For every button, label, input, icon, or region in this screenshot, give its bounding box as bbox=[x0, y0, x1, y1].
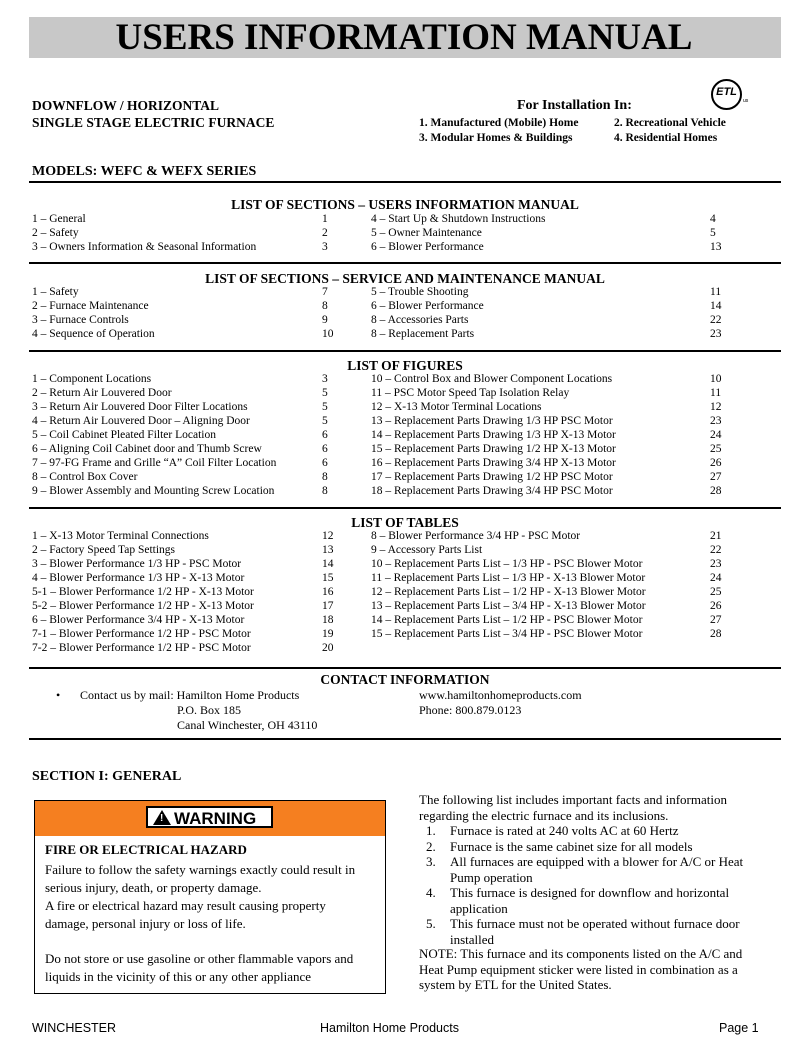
toc-entry-page: 24 bbox=[710, 572, 722, 584]
footer-center: Hamilton Home Products bbox=[320, 1021, 459, 1035]
toc-entry-page: 28 bbox=[710, 628, 722, 640]
toc-entry-label: 8 – Blower Performance 3/4 HP - PSC Motor bbox=[371, 530, 581, 542]
toc-entry-page: 18 bbox=[322, 614, 334, 626]
toc-entry-page: 6 bbox=[322, 443, 328, 455]
fact-number: 3. bbox=[426, 854, 436, 869]
warning-text: serious injury, death, or property damage. bbox=[45, 880, 262, 895]
toc-entry-page: 22 bbox=[710, 314, 722, 326]
note-text: system by ETL for the United States. bbox=[419, 977, 612, 992]
toc-entry-label: 4 – Return Air Louvered Door – Aligning Door bbox=[32, 415, 250, 427]
toc-entry-page: 15 bbox=[322, 572, 334, 584]
toc-entry-label: 10 – Replacement Parts List – 1/3 HP - PSC Blower Motor bbox=[371, 558, 643, 570]
toc-entry-page: 23 bbox=[710, 415, 722, 427]
toc-entry-page: 8 bbox=[322, 485, 328, 497]
toc-entry-page: 12 bbox=[322, 530, 334, 542]
toc-entry-label: 12 – X-13 Motor Terminal Locations bbox=[371, 401, 542, 413]
fact-text: Furnace is the same cabinet size for all models bbox=[450, 838, 693, 854]
toc-entry-label: 6 – Blower Performance bbox=[371, 300, 484, 312]
toc-entry-page: 11 bbox=[710, 387, 722, 399]
toc-entry-label: 9 – Accessory Parts List bbox=[371, 544, 483, 556]
toc-entry-label: 11 – PSC Motor Speed Tap Isolation Relay bbox=[371, 387, 570, 399]
toc-entry-page: 14 bbox=[322, 558, 334, 570]
toc-entry-label: 5-1 – Blower Performance 1/2 HP - X-13 Motor bbox=[32, 586, 254, 598]
note-text: Heat Pump equipment sticker were listed in combination as a bbox=[419, 962, 738, 977]
toc-entry-page: 5 bbox=[322, 415, 328, 427]
toc-entry-label: 10 – Control Box and Blower Component Locations bbox=[371, 373, 613, 385]
toc-entry-label: 7 – 97-FG Frame and Grille “A” Coil Filter Location bbox=[32, 457, 277, 469]
warning-label-text: WARNING bbox=[174, 809, 257, 828]
installation-heading: For Installation In: bbox=[517, 98, 632, 113]
toc-entry-page: 23 bbox=[710, 558, 722, 570]
toc-entry-page: 14 bbox=[710, 300, 722, 312]
toc-entry-label: 11 – Replacement Parts List – 1/3 HP - X-13 Blower Motor bbox=[371, 572, 646, 584]
exclamation-icon: ! bbox=[160, 813, 164, 824]
fact-number: 2. bbox=[426, 838, 436, 854]
toc-entry-page: 1 bbox=[322, 213, 328, 225]
installation-item: 2. Recreational Vehicle bbox=[614, 117, 726, 129]
warning-text: Do not store or use gasoline or other flammable vapors and bbox=[45, 951, 354, 966]
toc-entry-label: 17 – Replacement Parts Drawing 1/2 HP PSC Motor bbox=[371, 471, 613, 483]
toc-entry-page: 27 bbox=[710, 614, 722, 626]
toc-entry-label: 13 – Replacement Parts List – 3/4 HP - X-13 Blower Motor bbox=[371, 600, 646, 612]
figures-heading: LIST OF FIGURES bbox=[347, 358, 463, 373]
toc-entry-page: 26 bbox=[710, 457, 722, 469]
fact-number: 5. bbox=[426, 916, 436, 931]
section-divider bbox=[29, 262, 781, 264]
toc-entry-label: 13 – Replacement Parts Drawing 1/3 HP PSC Motor bbox=[371, 415, 613, 427]
section-divider bbox=[29, 738, 781, 740]
service-sections-heading: LIST OF SECTIONS – SERVICE AND MAINTENANCE MANUAL bbox=[205, 271, 605, 286]
warning-text: A fire or electrical hazard may result causing property bbox=[45, 898, 326, 913]
toc-entry-page: 4 bbox=[710, 213, 716, 225]
toc-entry-page: 23 bbox=[710, 328, 722, 340]
toc-entry-page: 10 bbox=[322, 328, 334, 340]
toc-entry-page: 13 bbox=[322, 544, 334, 556]
toc-entry-label: 8 – Control Box Cover bbox=[32, 471, 138, 483]
toc-entry-label: 3 – Blower Performance 1/3 HP - PSC Motor bbox=[32, 558, 242, 570]
toc-entry-page: 12 bbox=[710, 401, 722, 413]
note-text: NOTE: This furnace and its components listed on the A/C and bbox=[419, 946, 743, 961]
toc-entry-page: 8 bbox=[322, 300, 328, 312]
section-divider bbox=[29, 350, 781, 352]
toc-entry-label: 1 – X-13 Motor Terminal Connections bbox=[32, 530, 209, 542]
toc-entry-label: 3 – Furnace Controls bbox=[32, 314, 129, 326]
toc-entry-page: 7 bbox=[322, 286, 328, 298]
intro-text: The following list includes important facts and information bbox=[419, 792, 727, 807]
toc-entry-page: 28 bbox=[710, 485, 722, 497]
toc-entry-label: 9 – Blower Assembly and Mounting Screw Location bbox=[32, 485, 275, 497]
installation-item: 4. Residential Homes bbox=[614, 132, 718, 144]
toc-entry-label: 6 – Blower Performance 3/4 HP - X-13 Motor bbox=[32, 614, 245, 626]
toc-entry-page: 21 bbox=[710, 530, 722, 542]
toc-entry-page: 25 bbox=[710, 443, 722, 455]
toc-entry-label: 2 – Return Air Louvered Door bbox=[32, 387, 172, 399]
tables-heading: LIST OF TABLES bbox=[351, 515, 459, 530]
toc-entry-label: 18 – Replacement Parts Drawing 3/4 HP PSC Motor bbox=[371, 485, 613, 497]
installation-item: 3. Modular Homes & Buildings bbox=[419, 132, 573, 144]
etl-logo-mark: ETL bbox=[716, 86, 737, 98]
toc-entry-label: 16 – Replacement Parts Drawing 3/4 HP X-13 Motor bbox=[371, 457, 616, 469]
fact-text: installed bbox=[450, 931, 495, 947]
toc-entry-page: 10 bbox=[710, 373, 722, 385]
section-divider bbox=[29, 667, 781, 669]
installation-item: 1. Manufactured (Mobile) Home bbox=[419, 117, 579, 129]
toc-entry-page: 22 bbox=[710, 544, 722, 556]
toc-entry-label: 2 – Safety bbox=[32, 227, 79, 239]
footer-left: WINCHESTER bbox=[32, 1021, 117, 1035]
fact-text: application bbox=[450, 900, 508, 916]
toc-entry-page: 5 bbox=[322, 401, 328, 413]
toc-entry-label: 1 – Component Locations bbox=[32, 373, 152, 385]
hazard-title: FIRE OR ELECTRICAL HAZARD bbox=[45, 842, 247, 857]
product-line-2: SINGLE STAGE ELECTRIC FURNACE bbox=[32, 115, 275, 130]
toc-entry-page: 26 bbox=[710, 600, 722, 612]
toc-entry-page: 19 bbox=[322, 628, 334, 640]
warning-text: damage, personal injury or loss of life. bbox=[45, 916, 246, 931]
fact-text: This furnace must not be operated without furnace door bbox=[450, 916, 740, 931]
toc-entry-page: 9 bbox=[322, 314, 328, 326]
models-heading: MODELS: WEFC & WEFX SERIES bbox=[32, 164, 257, 179]
fact-number: 1. bbox=[426, 823, 436, 838]
toc-entry-page: 11 bbox=[710, 286, 722, 298]
toc-entry-label: 3 – Return Air Louvered Door Filter Locations bbox=[32, 401, 248, 413]
toc-entry-label: 5 – Trouble Shooting bbox=[371, 286, 469, 298]
toc-entry-label: 4 – Blower Performance 1/3 HP - X-13 Motor bbox=[32, 572, 245, 584]
section-divider bbox=[29, 507, 781, 509]
fact-text: Furnace is rated at 240 volts AC at 60 Hertz bbox=[450, 823, 679, 838]
warning-text: liquids in the vicinity of this or any other appliance bbox=[45, 969, 312, 984]
contact-website[interactable]: www.hamiltonhomeproducts.com bbox=[419, 688, 582, 702]
section-heading: SECTION I: GENERAL bbox=[32, 769, 182, 784]
toc-entry-page: 16 bbox=[322, 586, 334, 598]
fact-text: This furnace is designed for downflow and horizontal bbox=[450, 885, 730, 900]
toc-entry-page: 20 bbox=[322, 642, 334, 654]
etl-logo-suffix: us bbox=[743, 98, 749, 104]
contact-heading: CONTACT INFORMATION bbox=[320, 672, 490, 687]
intro-text: regarding the electric furnace and its inclusions. bbox=[419, 808, 669, 823]
toc-entry-page: 3 bbox=[322, 241, 328, 253]
toc-entry-page: 24 bbox=[710, 429, 722, 441]
toc-entry-label: 5 – Owner Maintenance bbox=[371, 227, 482, 239]
toc-entry-label: 2 – Factory Speed Tap Settings bbox=[32, 544, 176, 556]
toc-entry-label: 3 – Owners Information & Seasonal Information bbox=[32, 241, 257, 253]
section-divider bbox=[29, 181, 781, 183]
toc-entry-label: 4 – Start Up & Shutdown Instructions bbox=[371, 213, 546, 225]
toc-entry-page: 6 bbox=[322, 457, 328, 469]
toc-entry-label: 8 – Replacement Parts bbox=[371, 328, 475, 340]
toc-entry-label: 1 – General bbox=[32, 213, 86, 225]
fact-text: Pump operation bbox=[450, 869, 533, 885]
fact-text: All furnaces are equipped with a blower for A/C or Heat bbox=[450, 854, 744, 869]
toc-entry-label: 7-1 – Blower Performance 1/2 HP - PSC Motor bbox=[32, 628, 251, 640]
toc-entry-label: 7-2 – Blower Performance 1/2 HP - PSC Motor bbox=[32, 642, 251, 654]
toc-entry-label: 4 – Sequence of Operation bbox=[32, 328, 155, 340]
contact-mail-label: Contact us by mail: Hamilton Home Products bbox=[80, 688, 300, 702]
toc-entry-label: 15 – Replacement Parts Drawing 1/2 HP X-13 Motor bbox=[371, 443, 616, 455]
toc-entry-label: 1 – Safety bbox=[32, 286, 79, 298]
toc-entry-label: 14 – Replacement Parts Drawing 1/3 HP X-13 Motor bbox=[371, 429, 616, 441]
toc-entry-label: 15 – Replacement Parts List – 3/4 HP - PSC Blower Motor bbox=[371, 628, 643, 640]
contact-address-1: P.O. Box 185 bbox=[177, 703, 242, 717]
toc-entry-page: 27 bbox=[710, 471, 722, 483]
toc-entry-label: 6 – Blower Performance bbox=[371, 241, 484, 253]
users-sections-heading: LIST OF SECTIONS – USERS INFORMATION MANUAL bbox=[231, 197, 579, 212]
toc-entry-page: 5 bbox=[710, 227, 716, 239]
page-title: USERS INFORMATION MANUAL bbox=[115, 17, 693, 58]
toc-entry-label: 5 – Coil Cabinet Pleated Filter Location bbox=[32, 429, 216, 441]
toc-entry-label: 12 – Replacement Parts List – 1/2 HP - X-13 Blower Motor bbox=[371, 586, 646, 598]
toc-entry-label: 5-2 – Blower Performance 1/2 HP - X-13 Motor bbox=[32, 600, 254, 612]
warning-label bbox=[146, 806, 273, 828]
warning-text: Failure to follow the safety warnings exactly could result in bbox=[45, 862, 356, 877]
toc-entry-page: 13 bbox=[710, 241, 722, 253]
toc-entry-label: 14 – Replacement Parts List – 1/2 HP - PSC Blower Motor bbox=[371, 614, 643, 626]
toc-entry-page: 2 bbox=[322, 227, 328, 239]
toc-entry-page: 8 bbox=[322, 471, 328, 483]
toc-entry-page: 25 bbox=[710, 586, 722, 598]
toc-entry-label: 2 – Furnace Maintenance bbox=[32, 300, 149, 312]
toc-entry-page: 6 bbox=[322, 429, 328, 441]
toc-entry-page: 3 bbox=[322, 373, 328, 385]
product-line-1: DOWNFLOW / HORIZONTAL bbox=[32, 98, 220, 113]
fact-number: 4. bbox=[426, 885, 436, 900]
toc-entry-label: 6 – Aligning Coil Cabinet door and Thumb Screw bbox=[32, 443, 262, 455]
bullet-icon: • bbox=[56, 688, 61, 702]
contact-phone: Phone: 800.879.0123 bbox=[419, 703, 522, 717]
toc-entry-page: 17 bbox=[322, 600, 334, 612]
toc-entry-label: 8 – Accessories Parts bbox=[371, 314, 469, 326]
page-number: Page 1 bbox=[719, 1021, 759, 1035]
contact-address-2: Canal Winchester, OH 43110 bbox=[177, 718, 318, 732]
toc-entry-page: 5 bbox=[322, 387, 328, 399]
